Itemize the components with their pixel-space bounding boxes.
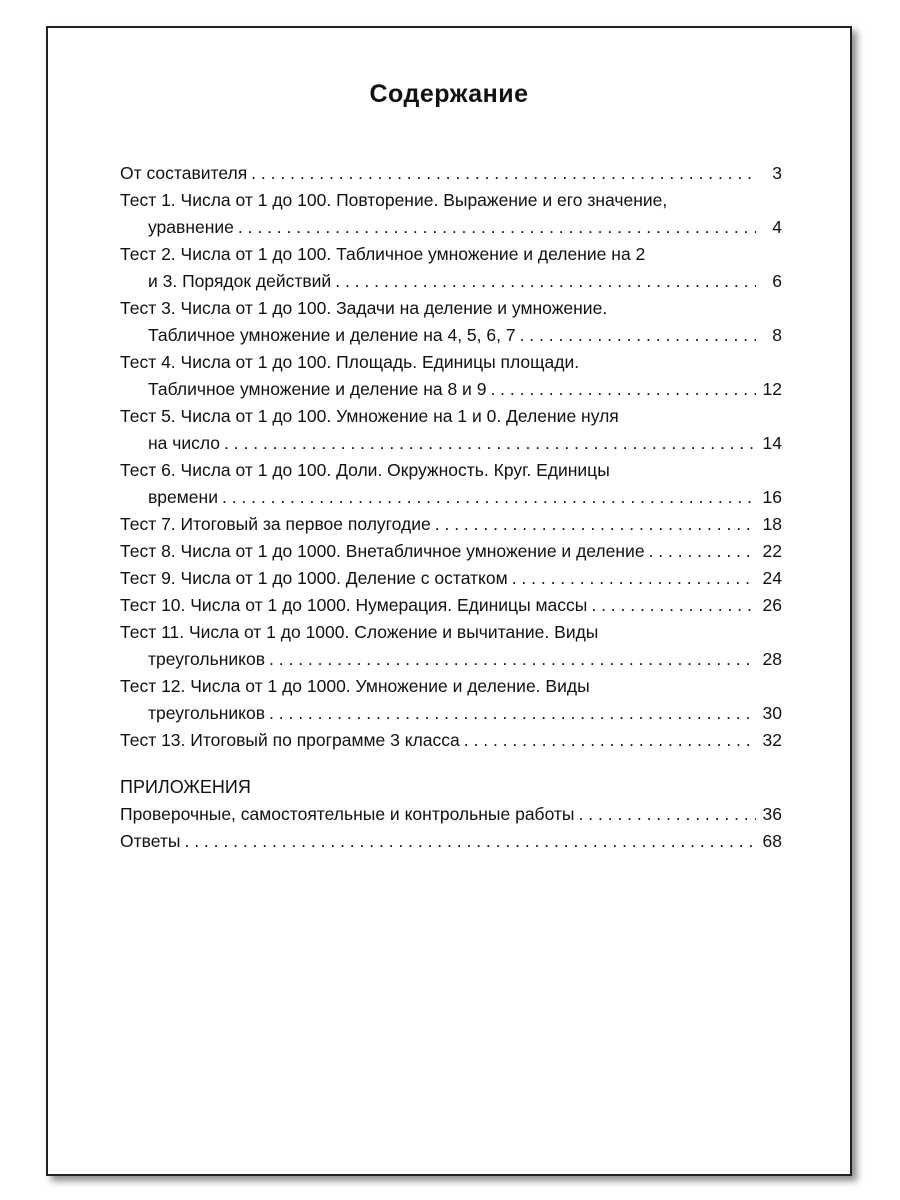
toc-page-number: 68 [762,831,782,851]
toc-entry-text: Проверочные, самостоятельные и контрольные работы [120,804,575,824]
toc-page-number: 36 [762,804,782,824]
toc-page-number: 18 [762,514,782,534]
dot-leader [512,565,756,592]
toc-entry [120,160,782,187]
dot-leader [269,646,756,673]
toc-entry-line [120,430,782,457]
toc-entry-text: Тест 7. Итоговый за первое полугодие [120,514,431,534]
toc-entry [120,187,782,241]
toc-entry [120,619,782,673]
toc-entry [120,673,782,727]
toc-page-number: 6 [772,271,782,291]
toc-entry [120,801,782,828]
dot-leader [269,700,756,727]
toc-entry-text: Тест 8. Числа от 1 до 1000. Внетабличное умножение и деление [120,541,645,561]
dot-leader [222,484,756,511]
dot-leader [490,376,756,403]
dot-leader [649,538,756,565]
toc-entry-text: уравнение [148,217,234,237]
toc-entry-text: Тест 11. Числа от 1 до 1000. Сложение и вычитание. Виды [120,622,599,642]
toc-entry-text: треугольников [148,703,266,723]
toc-page-number: 12 [762,379,782,399]
dot-leader [579,801,756,828]
toc-entry-line [120,511,782,538]
toc-entry-line [120,700,782,727]
toc-entry-line [120,646,782,673]
toc-entry [120,538,782,565]
toc-entry-line [120,801,782,828]
toc-page-number: 16 [762,487,782,507]
toc-entry [120,457,782,511]
toc-appendix-list [120,801,782,855]
toc-entry-line [120,322,782,349]
toc-entry [120,511,782,538]
toc-entry-line [120,565,782,592]
dot-leader [520,322,756,349]
document-page [46,26,852,1176]
toc-entry-text: Тест 2. Числа от 1 до 100. Табличное умножение и деление на 2 [120,244,646,264]
toc-entry-text: и 3. Порядок действий [148,271,332,291]
dot-leader [224,430,756,457]
toc-entry-text: Тест 5. Числа от 1 до 100. Умножение на 1 и 0. Деление нуля [120,406,619,426]
toc-entry-text: Табличное умножение и деление на 8 и 9 [148,379,487,399]
appendix-heading: ПРИЛОЖЕНИЯ [120,777,251,797]
toc-entry-text: Тест 4. Числа от 1 до 100. Площадь. Единицы площади. [120,352,580,372]
toc-entry-line [120,484,782,511]
toc-entry-text: на число [148,433,221,453]
toc-entry-line [120,592,782,619]
toc-entry-text: От составителя [120,163,248,183]
dot-leader [435,511,756,538]
toc-entry [120,241,782,295]
toc-entry-text: Ответы [120,831,181,851]
toc-entry-text: Тест 3. Числа от 1 до 100. Задачи на деление и умножение. [120,298,608,318]
dot-leader [238,214,756,241]
toc-page-number: 28 [762,649,782,669]
toc-entry-line [120,160,782,187]
dot-leader [464,727,756,754]
toc-page-number: 4 [772,217,782,237]
toc-entry-line [120,376,782,403]
toc-entry [120,592,782,619]
toc-entry-text: Тест 1. Числа от 1 до 100. Повторение. Выражение и его значение, [120,190,668,210]
dot-leader [335,268,756,295]
toc-entry [120,727,782,754]
toc-entry-text: Тест 6. Числа от 1 до 100. Доли. Окружность. Круг. Единицы [120,460,610,480]
toc-entry [120,828,782,855]
toc-page-number: 8 [772,325,782,345]
toc-entry-text: времени [148,487,218,507]
toc-entry [120,565,782,592]
toc-main-list [120,160,782,754]
toc-entry-text: треугольников [148,649,266,669]
toc-entry [120,349,782,403]
dot-leader [251,160,756,187]
dot-leader [591,592,756,619]
toc-entry-line [120,538,782,565]
toc-entry-line [120,828,782,855]
toc-entry-line [120,214,782,241]
page-title: Содержание [369,80,529,108]
table-of-contents [120,160,782,855]
toc-entry-line [120,268,782,295]
dot-leader [184,828,756,855]
toc-page-number: 24 [762,568,782,588]
toc-entry-text: Тест 9. Числа от 1 до 1000. Деление с остатком [120,568,508,588]
toc-page-number: 14 [762,433,782,453]
toc-entry-text: Тест 13. Итоговый по программе 3 класса [120,730,460,750]
toc-page-number: 26 [762,595,782,615]
toc-page-number: 32 [762,730,782,750]
toc-entry-line [120,727,782,754]
toc-page-number: 30 [762,703,782,723]
toc-entry [120,295,782,349]
toc-page-number: 3 [772,163,782,183]
toc-entry-text: Тест 12. Числа от 1 до 1000. Умножение и деление. Виды [120,676,590,696]
toc-entry-text: Тест 10. Числа от 1 до 1000. Нумерация. Единицы массы [120,595,588,615]
toc-page-number: 22 [762,541,782,561]
toc-entry [120,403,782,457]
toc-entry-text: Табличное умножение и деление на 4, 5, 6, 7 [148,325,516,345]
